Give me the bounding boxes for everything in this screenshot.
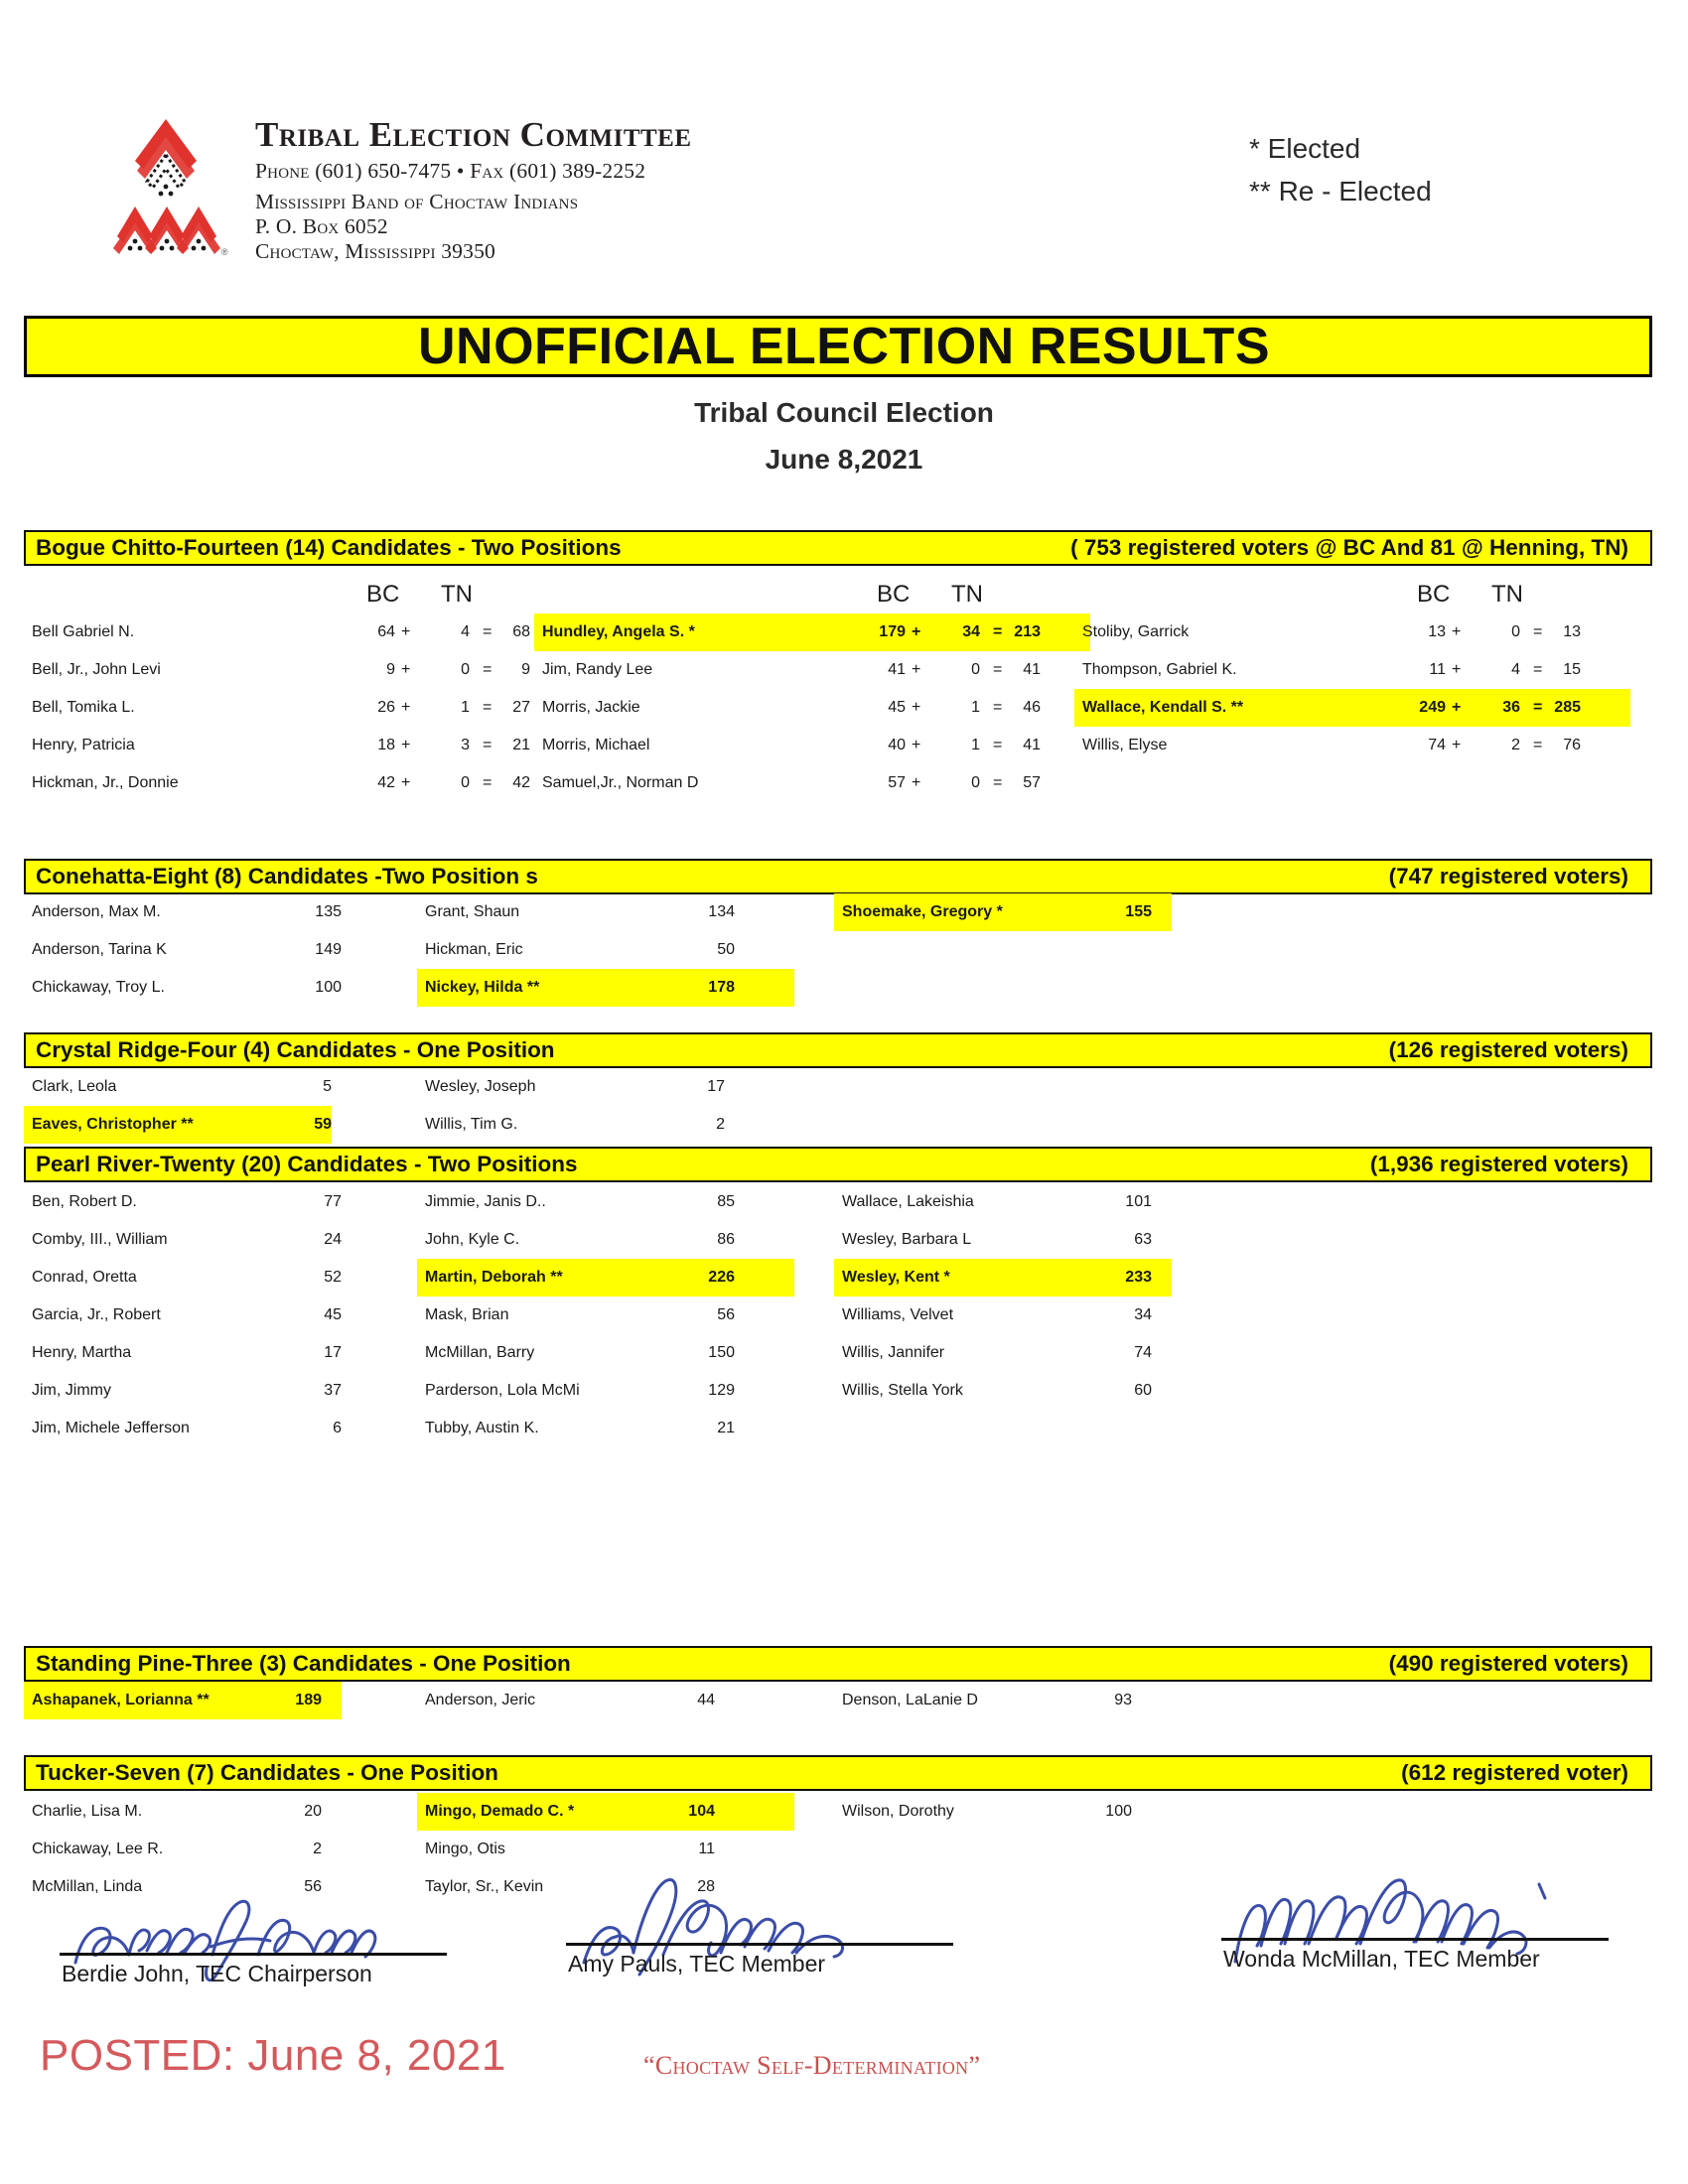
section-title: Bogue Chitto-Fourteen (14) Candidates - Two Positions: [36, 535, 622, 560]
plus-operator: +: [912, 699, 921, 716]
candidate-name: Willis, Tim G.: [425, 1116, 518, 1133]
candidate-row: [834, 1183, 1172, 1221]
votes-total: 46: [1023, 699, 1041, 716]
votes-total: 285: [1554, 699, 1581, 716]
votes-total: 15: [1563, 661, 1581, 678]
legend-reelected: ** Re - Elected: [1249, 176, 1432, 207]
candidate-row: [417, 1183, 794, 1221]
candidate-name: Wesley, Barbara L: [842, 1231, 972, 1248]
org-name: Tribal Election Committee: [255, 115, 692, 154]
candidate-row: [24, 614, 530, 651]
candidate-row: [834, 1793, 1172, 1831]
votes-tn: 0: [971, 774, 980, 791]
equals-operator: =: [1533, 661, 1543, 678]
candidate-row: [1074, 614, 1630, 651]
election-subtitle: Tribal Council Election: [694, 397, 994, 428]
candidate-row: [417, 1259, 794, 1297]
candidate-row: [534, 764, 1090, 802]
votes-tn: 0: [461, 661, 470, 678]
candidate-name: Hickman, Jr., Donnie: [32, 774, 179, 791]
candidate-row: [1074, 689, 1630, 727]
candidate-name: Willis, Stella York: [842, 1382, 963, 1399]
plus-operator: +: [1452, 699, 1462, 716]
equals-operator: =: [1533, 699, 1543, 716]
votes-total: 42: [512, 774, 530, 791]
votes-bc: 9: [386, 661, 395, 678]
registered-voters: (612 registered voter): [1401, 1760, 1628, 1785]
votes-tn: 1: [971, 699, 980, 716]
votes-bc: 57: [888, 774, 906, 791]
votes-total: 86: [717, 1231, 735, 1248]
section-band-bogue-chitto: [24, 530, 1652, 566]
votes-total: 20: [304, 1803, 322, 1820]
candidate-row: [834, 1334, 1172, 1372]
votes-total: 149: [315, 941, 342, 958]
votes-total: 77: [324, 1193, 342, 1210]
phone-fax-line: Phone (601) 650-7475 • Fax (601) 389-2252: [255, 159, 646, 183]
plus-operator: +: [401, 774, 411, 791]
candidate-row: [24, 1259, 381, 1297]
votes-total: 6: [333, 1420, 342, 1436]
votes-total: 41: [1023, 661, 1041, 678]
candidate-row: [417, 931, 794, 969]
column-header-tn: TN: [951, 581, 983, 608]
votes-total: 52: [324, 1269, 342, 1286]
candidate-row: [24, 727, 530, 764]
votes-total: 213: [1014, 623, 1041, 640]
votes-total: 56: [717, 1306, 735, 1323]
candidate-name: Chickaway, Troy L.: [32, 979, 165, 996]
section-title: Conehatta-Eight (8) Candidates -Two Position s: [36, 864, 538, 888]
candidate-row: [417, 1068, 794, 1106]
candidate-name: John, Kyle C.: [425, 1231, 520, 1248]
plus-operator: +: [1452, 661, 1462, 678]
candidate-name: Eaves, Christopher **: [32, 1116, 194, 1133]
candidate-row: [834, 893, 1172, 931]
candidate-name: Wilson, Dorothy: [842, 1803, 954, 1820]
candidate-row: [24, 1831, 342, 1868]
candidate-row: [417, 1682, 794, 1719]
plus-operator: +: [1452, 737, 1462, 753]
candidate-row: [1074, 651, 1630, 689]
candidate-name: Jim, Jimmy: [32, 1382, 111, 1399]
section-band-conehatta: [24, 859, 1652, 894]
votes-tn: 1: [971, 737, 980, 753]
column-header-bc: BC: [877, 581, 911, 608]
candidate-name: Chickaway, Lee R.: [32, 1841, 164, 1857]
votes-total: 226: [708, 1269, 735, 1286]
votes-tn: 3: [461, 737, 470, 753]
motto: “Choctaw Self-Determination”: [643, 2051, 981, 2080]
candidate-row: [834, 1221, 1172, 1259]
votes-total: 150: [708, 1344, 735, 1361]
plus-operator: +: [401, 737, 411, 753]
candidate-name: Wallace, Kendall S. **: [1082, 699, 1244, 716]
candidate-row: [24, 1183, 381, 1221]
votes-tn: 4: [461, 623, 470, 640]
registered-voters: ( 753 registered voters @ BC And 81 @ Henning, TN): [1070, 535, 1628, 560]
registered-voters: (126 registered voters): [1388, 1037, 1628, 1062]
candidate-row: [24, 651, 530, 689]
candidate-name: Nickey, Hilda **: [425, 979, 540, 996]
section-title: Crystal Ridge-Four (4) Candidates - One Position: [36, 1037, 555, 1062]
equals-operator: =: [483, 737, 492, 753]
votes-total: 50: [717, 941, 735, 958]
election-date: June 8,2021: [765, 444, 923, 475]
candidate-name: Henry, Patricia: [32, 737, 135, 753]
registered-voters: (490 registered voters): [1388, 1651, 1628, 1676]
candidate-name: Morris, Michael: [542, 737, 650, 753]
column-header-tn: TN: [441, 581, 473, 608]
equals-operator: =: [993, 737, 1003, 753]
candidate-name: Tubby, Austin K.: [425, 1420, 539, 1436]
votes-total: 45: [324, 1306, 342, 1323]
candidate-row: [417, 1334, 794, 1372]
candidate-row: [534, 727, 1090, 764]
candidate-name: Samuel,Jr., Norman D: [542, 774, 699, 791]
votes-total: 21: [512, 737, 530, 753]
candidate-row: [24, 764, 530, 802]
candidate-name: Bell Gabriel N.: [32, 623, 135, 640]
votes-total: 21: [717, 1420, 735, 1436]
candidate-name: Comby, III., William: [32, 1231, 168, 1248]
votes-total: 11: [698, 1841, 715, 1857]
registered-voters: (1,936 registered voters): [1369, 1152, 1628, 1176]
candidate-name: Hundley, Angela S. *: [542, 623, 695, 640]
candidate-name: McMillan, Linda: [32, 1878, 143, 1895]
votes-total: 41: [1023, 737, 1041, 753]
letterhead: [99, 109, 692, 265]
candidate-row: [534, 689, 1090, 727]
votes-total: 85: [717, 1193, 735, 1210]
votes-tn: 1: [461, 699, 470, 716]
candidate-name: Anderson, Max M.: [32, 903, 161, 920]
votes-bc: 41: [888, 661, 906, 678]
candidate-row: [24, 893, 381, 931]
candidate-name: Jim, Randy Lee: [542, 661, 653, 678]
votes-bc: 11: [1429, 661, 1446, 678]
band-line: Mississippi Band of Choctaw Indians: [255, 189, 579, 213]
plus-operator: +: [912, 623, 921, 640]
candidate-name: Charlie, Lisa M.: [32, 1803, 143, 1820]
candidate-row: [1074, 727, 1630, 764]
registered-voters: (747 registered voters): [1388, 864, 1628, 888]
candidate-name: Jimmie, Janis D..: [425, 1193, 546, 1210]
candidate-name: Taylor, Sr., Kevin: [425, 1878, 544, 1895]
candidate-row: [834, 1372, 1172, 1410]
candidate-name: Ashapanek, Lorianna **: [32, 1692, 210, 1708]
candidate-name: Willis, Jannifer: [842, 1344, 945, 1361]
column-header-bc: BC: [366, 581, 400, 608]
svg-text:®: ®: [221, 247, 228, 257]
column-header-bc: BC: [1417, 581, 1451, 608]
votes-bc: 26: [377, 699, 395, 716]
candidate-row: [834, 1682, 1172, 1719]
signature-label: Berdie John, TEC Chairperson: [62, 1961, 372, 1986]
column-header-tn: TN: [1491, 581, 1523, 608]
votes-tn: 0: [461, 774, 470, 791]
candidate-name: Ben, Robert D.: [32, 1193, 137, 1210]
votes-total: 100: [1105, 1803, 1132, 1820]
candidate-row: [24, 1297, 381, 1334]
candidate-row: [24, 1221, 381, 1259]
legend: [1249, 127, 1432, 213]
candidate-name: Willis, Elyse: [1082, 737, 1168, 753]
votes-total: 63: [1134, 1231, 1152, 1248]
candidate-name: Clark, Leola: [32, 1078, 117, 1095]
section-band-pearl-river: [24, 1147, 1652, 1182]
votes-total: 76: [1563, 737, 1581, 753]
section-band-crystal-ridge: [24, 1032, 1652, 1068]
plus-operator: +: [401, 623, 411, 640]
candidate-row: [417, 893, 794, 931]
votes-total: 57: [1023, 774, 1041, 791]
page-title: UNOFFICIAL ELECTION RESULTS: [417, 318, 1271, 375]
votes-total: 233: [1125, 1269, 1152, 1286]
candidate-name: Hickman, Eric: [425, 941, 523, 958]
candidate-name: Martin, Deborah **: [425, 1269, 563, 1286]
candidate-row: [24, 689, 530, 727]
equals-operator: =: [993, 774, 1003, 791]
votes-total: 5: [323, 1078, 332, 1095]
candidate-row: [417, 1793, 794, 1831]
plus-operator: +: [912, 774, 921, 791]
candidate-row: [24, 1106, 332, 1144]
votes-total: 28: [697, 1878, 715, 1895]
candidate-name: McMillan, Barry: [425, 1344, 535, 1361]
candidate-name: Jim, Michele Jefferson: [32, 1420, 190, 1436]
section-band-standing-pine: [24, 1646, 1652, 1682]
equals-operator: =: [993, 699, 1003, 716]
votes-bc: 18: [377, 737, 395, 753]
candidate-name: Mingo, Otis: [425, 1841, 505, 1857]
votes-total: 27: [512, 699, 530, 716]
votes-bc: 40: [888, 737, 906, 753]
candidate-row: [834, 1297, 1172, 1334]
candidate-name: Stoliby, Garrick: [1082, 623, 1190, 640]
votes-tn: 0: [971, 661, 980, 678]
signature-line: [1221, 1938, 1609, 1941]
votes-total: 59: [314, 1116, 332, 1133]
candidate-row: [417, 1831, 794, 1868]
candidate-row: [24, 1410, 381, 1447]
plus-operator: +: [1452, 623, 1462, 640]
candidate-name: Morris, Jackie: [542, 699, 640, 716]
votes-total: 134: [708, 903, 735, 920]
candidate-name: Henry, Martha: [32, 1344, 132, 1361]
candidate-name: Wesley, Kent *: [842, 1269, 950, 1286]
equals-operator: =: [1533, 737, 1543, 753]
candidate-name: Bell, Jr., John Levi: [32, 661, 161, 678]
candidate-name: Wesley, Joseph: [425, 1078, 536, 1095]
candidate-name: Mask, Brian: [425, 1306, 509, 1323]
votes-total: 68: [512, 623, 530, 640]
candidate-name: Anderson, Tarina K: [32, 941, 167, 958]
candidate-row: [417, 1297, 794, 1334]
signature-line: [566, 1943, 953, 1946]
votes-total: 56: [304, 1878, 322, 1895]
votes-tn: 0: [1511, 623, 1520, 640]
votes-total: 189: [295, 1692, 322, 1708]
votes-bc: 249: [1419, 699, 1446, 716]
votes-total: 9: [521, 661, 530, 678]
po-box-line: P. O. Box 6052: [255, 213, 388, 238]
candidate-name: Garcia, Jr., Robert: [32, 1306, 161, 1323]
votes-tn: 2: [1511, 737, 1520, 753]
equals-operator: =: [483, 623, 492, 640]
votes-total: 104: [688, 1803, 715, 1820]
candidate-name: Anderson, Jeric: [425, 1692, 536, 1708]
votes-tn: 36: [1502, 699, 1520, 716]
votes-total: 60: [1134, 1382, 1152, 1399]
votes-total: 93: [1114, 1692, 1132, 1708]
section-title: Tucker-Seven (7) Candidates - One Position: [36, 1760, 498, 1785]
section-band-tucker: [24, 1755, 1652, 1791]
candidate-row: [24, 1793, 342, 1831]
votes-total: 44: [697, 1692, 715, 1708]
candidate-row: [534, 614, 1090, 651]
candidate-row: [417, 1221, 794, 1259]
votes-bc: 179: [879, 623, 906, 640]
candidate-name: Shoemake, Gregory *: [842, 903, 1003, 920]
section-title: Pearl River-Twenty (20) Candidates - Two Positions: [36, 1152, 578, 1176]
equals-operator: =: [483, 661, 492, 678]
votes-total: 13: [1563, 623, 1581, 640]
votes-total: 17: [707, 1078, 725, 1095]
candidate-name: Conrad, Oretta: [32, 1269, 137, 1286]
legend-elected: * Elected: [1249, 133, 1361, 164]
signature-label: Wonda McMillan, TEC Member: [1223, 1946, 1540, 1972]
votes-bc: 42: [377, 774, 395, 791]
candidate-row: [417, 1372, 794, 1410]
equals-operator: =: [1533, 623, 1543, 640]
votes-total: 17: [324, 1344, 342, 1361]
votes-total: 74: [1134, 1344, 1152, 1361]
votes-total: 100: [315, 979, 342, 996]
votes-bc: 13: [1428, 623, 1446, 640]
plus-operator: +: [912, 661, 921, 678]
votes-tn: 4: [1511, 661, 1520, 678]
candidate-name: Mingo, Demado C. *: [425, 1803, 575, 1820]
candidate-row: [417, 1106, 794, 1144]
candidate-row: [24, 969, 381, 1007]
candidate-row: [534, 651, 1090, 689]
equals-operator: =: [483, 699, 492, 716]
plus-operator: +: [912, 737, 921, 753]
votes-total: 2: [313, 1841, 322, 1857]
candidate-row: [417, 969, 794, 1007]
candidate-row: [417, 1410, 794, 1447]
candidate-row: [834, 1259, 1172, 1297]
equals-operator: =: [483, 774, 492, 791]
plus-operator: +: [401, 699, 411, 716]
posted-date: POSTED: June 8, 2021: [40, 2031, 506, 2080]
votes-total: 178: [708, 979, 735, 996]
votes-total: 135: [315, 903, 342, 920]
candidate-row: [24, 1068, 332, 1106]
plus-operator: +: [401, 661, 411, 678]
signature-line: [60, 1953, 447, 1956]
choctaw-diamond-logo-icon: [99, 109, 233, 258]
votes-bc: 74: [1428, 737, 1446, 753]
signature-label: Amy Pauls, TEC Member: [568, 1951, 826, 1977]
equals-operator: =: [993, 661, 1003, 678]
equals-operator: =: [993, 623, 1003, 640]
candidate-row: [24, 1682, 342, 1719]
votes-total: 129: [708, 1382, 735, 1399]
candidate-name: Williams, Velvet: [842, 1306, 954, 1323]
votes-tn: 34: [962, 623, 980, 640]
city-state-zip-line: Choctaw, Mississippi 39350: [255, 239, 495, 264]
candidate-row: [24, 1334, 381, 1372]
votes-total: 101: [1125, 1193, 1152, 1210]
candidate-name: Grant, Shaun: [425, 903, 520, 920]
votes-bc: 64: [377, 623, 395, 640]
candidate-row: [24, 1372, 381, 1410]
votes-total: 155: [1125, 903, 1152, 920]
votes-total: 2: [716, 1116, 725, 1133]
candidate-name: Denson, LaLanie D: [842, 1692, 978, 1708]
votes-total: 37: [324, 1382, 342, 1399]
votes-bc: 45: [888, 699, 906, 716]
candidate-name: Thompson, Gabriel K.: [1082, 661, 1237, 678]
candidate-name: Parderson, Lola McMi: [425, 1382, 580, 1399]
votes-total: 34: [1134, 1306, 1152, 1323]
candidate-name: Bell, Tomika L.: [32, 699, 135, 716]
section-title: Standing Pine-Three (3) Candidates - One Position: [36, 1651, 571, 1676]
votes-total: 24: [324, 1231, 342, 1248]
candidate-name: Wallace, Lakeishia: [842, 1193, 974, 1210]
candidate-row: [24, 931, 381, 969]
